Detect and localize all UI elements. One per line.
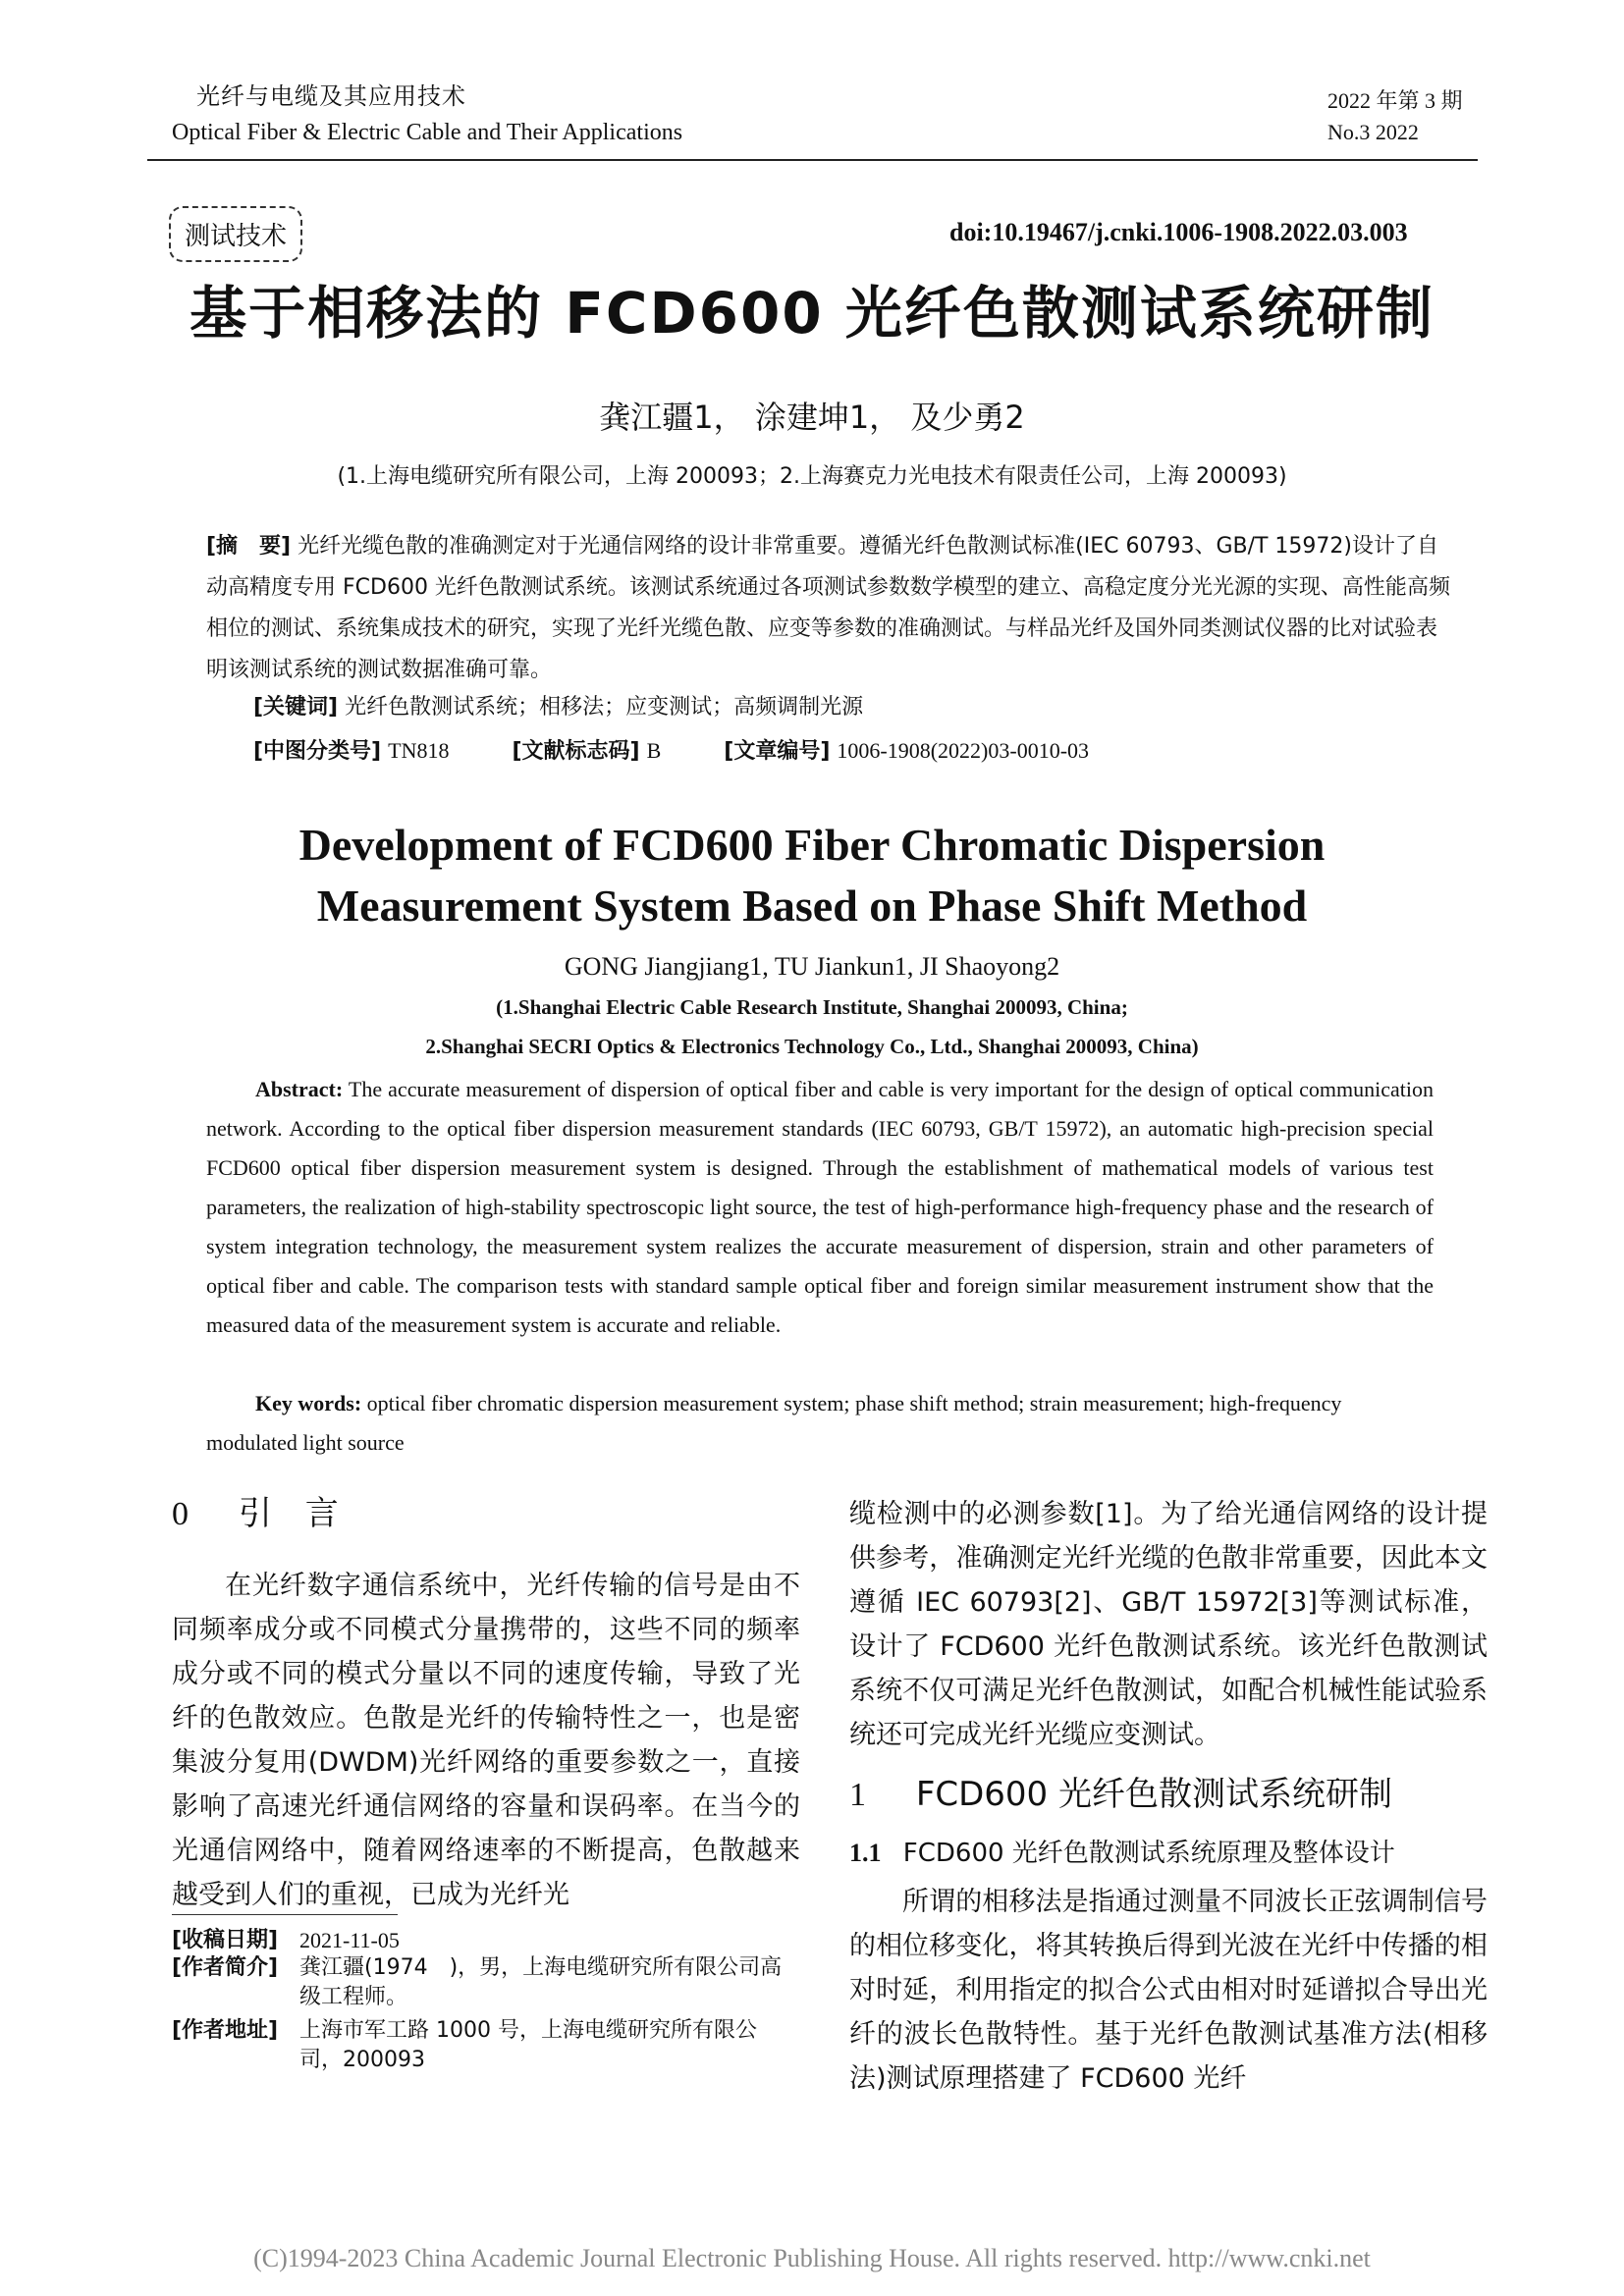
author-bio-label: [作者简介] <box>172 1955 279 1980</box>
authors-cn: 龚江疆1， 涂建坤1， 及少勇2 <box>599 399 1025 436</box>
footnote-rule <box>172 1914 398 1915</box>
subsection-1-1-title: FCD600 光纤色散测试系统原理及整体设计 <box>902 1839 1395 1868</box>
title-en-line2: Measurement System Based on Phase Shift Method <box>316 881 1308 931</box>
received-date-label: [收稿日期] <box>172 1928 279 1952</box>
journal-title-cn: 光纤与电缆及其应用技术 <box>196 82 466 110</box>
doc-code-label: [文献标志码] <box>512 739 640 764</box>
received-date-value: 2021-11-05 <box>299 1928 400 1952</box>
author-address-value: 上海市军工路 1000 号，上海电缆研究所有限公司，200093 <box>299 2018 757 2072</box>
title-en-line1: Development of FCD600 Fiber Chromatic Dispersion <box>298 820 1326 870</box>
section-0-title: 引 言 <box>238 1494 339 1533</box>
clc-label: [中图分类号] <box>253 739 382 764</box>
abstract-en <box>206 1070 1434 1345</box>
doi[interactable]: doi:10.19467/j.cnki.1006-1908.2022.03.003 <box>949 218 1408 246</box>
footnote-author-address <box>172 2016 800 2075</box>
section-0-paragraph: 在光纤数字通信系统中，光纤传输的信号是由不同频率成分或不同模式分量携带的，这些不同的频率成分或不同的模式分量以不同的速度传输，导致了光纤的色散效应。色散是光纤的传输特性之一，也是密集波分复用(DWDM)光纤网络的重要参数之一，直接影响了高速光纤通信网络的容量和误码率。在当今的光通信网络中，随着网络速率的不断提高，色散越来越受到人们的重视，已成为光纤光 <box>172 1571 800 1910</box>
section-0-heading <box>172 1492 800 1536</box>
footnote-received-date <box>172 1926 800 1955</box>
keywords-en-text: optical fiber chromatic dispersion measurement system; phase shift method; strain measurement; high-frequency modulated light source <box>206 1391 1342 1455</box>
keywords-cn-text: 光纤色散测试系统；相移法；应变测试；高频调制光源 <box>345 695 864 720</box>
abstract-cn-label: [摘 要] <box>206 534 292 559</box>
footnote-author-bio <box>172 1953 800 2012</box>
affiliation-en-1: (1.Shanghai Electric Cable Research Institute, Shanghai 200093, China; <box>496 995 1128 1019</box>
article-no-value: 1006-1908(2022)03-0010-03 <box>837 738 1090 763</box>
authors-en: GONG Jiangjiang1, TU Jiankun1, JI Shaoyong2 <box>564 952 1060 981</box>
section-0-number: 0 <box>172 1496 189 1532</box>
keywords-cn-label: [关键词] <box>253 695 339 720</box>
doc-code-value: B <box>646 738 662 763</box>
journal-title-en: Optical Fiber & Electric Cable and Their Applications <box>172 120 683 145</box>
subsection-1-1-paragraph: 所谓的相移法是指通过测量不同波长正弦调制信号的相位移变化，将其转换后得到光波在光纤中传播的相对时延，利用指定的拟合公式由相对时延谱拟合导出光纤的波长色散特性。基于光纤色散测试基准方法(相移法)测试原理搭建了 FCD600 光纤 <box>849 1887 1488 2094</box>
abstract-cn-text: 光纤光缆色散的准确测定对于光通信网络的设计非常重要。遵循光纤色散测试标准(IEC 60793、GB/T 15972)设计了自动高精度专用 FCD600 光纤色散测试系统。该测试系统通过各项测试参数数学模型的建立、高稳定度分光光源的实现、高性能高频相位的测试、系统集成技术的研究，实现了光纤光缆色散、应变等参数的准确测试。与样品光纤及国外同类测试仪器的比对试验表明该测试系统的测试数据准确可靠。 <box>206 534 1450 682</box>
keywords-en-label: Key words: <box>255 1391 362 1415</box>
clc-value: TN818 <box>388 738 450 763</box>
subsection-1-1-heading <box>849 1831 1488 1876</box>
section-1-title: FCD600 光纤色散测试系统研制 <box>915 1775 1392 1814</box>
section-1-number: 1 <box>849 1777 866 1813</box>
affiliation-en-2: 2.Shanghai SECRI Optics & Electronics Technology Co., Ltd., Shanghai 200093, China) <box>425 1035 1199 1058</box>
issue-en: No.3 2022 <box>1327 120 1419 144</box>
section-tag: 测试技术 <box>169 206 302 262</box>
right-column <box>849 1492 1488 2101</box>
article-no-label: [文章编号] <box>724 739 831 764</box>
title-cn: 基于相移法的 FCD600 光纤色散测试系统研制 <box>189 280 1435 347</box>
subsection-1-1-number: 1.1 <box>849 1839 882 1867</box>
keywords-en <box>206 1384 1434 1463</box>
abstract-cn <box>206 526 1453 691</box>
affiliation-cn: (1.上海电缆研究所有限公司，上海 200093；2.上海赛克力光电技术有限责任公司，上海 200093) <box>337 464 1287 489</box>
author-address-label: [作者地址] <box>172 2018 279 2043</box>
title-en <box>0 815 1624 936</box>
keywords-cn <box>253 687 1451 728</box>
issue-cn: 2022 年第 3 期 <box>1327 88 1463 113</box>
author-bio-value: 龚江疆(1974 )，男，上海电缆研究所有限公司高级工程师。 <box>299 1955 783 2009</box>
classification-row <box>253 734 1432 765</box>
header-rule <box>147 159 1478 161</box>
abstract-en-text: The accurate measurement of dispersion of optical fiber and cable is very important for the design of optical communication network. According to the optical fiber dispersion measurement standards (IEC 60793, GB/T 15972), an automatic high-precision special FCD600 optical fiber dispersion measurement system is designed. Through the establishment of mathematical models of various test parameters, the realization of high-stability spectroscopic light source, the test of high-performance high-frequency phase and the research of system integration technology, the measurement system realizes the accurate measurement of dispersion, strain and other parameters of optical fiber and cable. The comparison tests with standard sample optical fiber and foreign similar measurement instrument show that the measured data of the measurement system is accurate and reliable. <box>206 1077 1434 1337</box>
section-1-heading <box>849 1773 1488 1817</box>
abstract-en-label: Abstract: <box>255 1077 344 1101</box>
right-col-paragraph-cont: 缆检测中的必测参数[1]。为了给光通信网络的设计提供参考，准确测定光纤光缆的色散非常重要，因此本文遵循 IEC 60793[2]、GB/T 15972[3]等测试标准，设计了 FCD600 光纤色散测试系统。该光纤色散测试系统不仅可满足光纤色散测试，如配合机械性能试验系统还可完成光纤光缆应变测试。 <box>849 1499 1488 1750</box>
left-column <box>172 1492 800 1917</box>
copyright-notice: (C)1994-2023 China Academic Journal Electronic Publishing House. All rights reserved. http://www.cnki.net <box>253 2244 1371 2272</box>
